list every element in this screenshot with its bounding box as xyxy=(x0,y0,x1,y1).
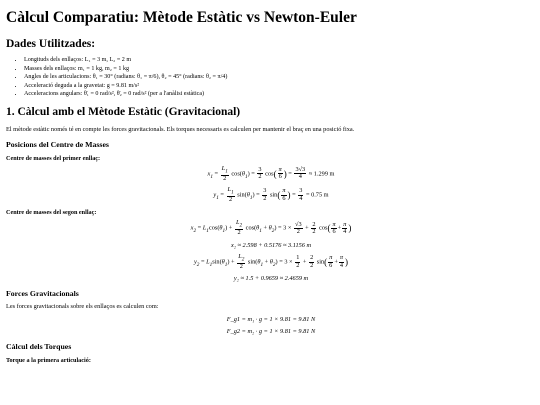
equation-fg2: F_g2 = m₂ · g = 1 × 9.81 = 9.81 N xyxy=(226,328,316,336)
link2-heading: Centre de masses del segon enllaç: xyxy=(6,209,97,217)
list-item: • Acceleració deguda a la gravetat: g = 9.81 m/s² xyxy=(24,83,536,90)
forces-intro: Les forces gravitacionals sobre els enllaços es calculen com: xyxy=(6,303,159,311)
equation-x1: $x_1$ = $\frac{L_1}{2}$ $\cos(\theta_1)$ = $\frac{3}{2}$ cos( $\frac{\pi}{6}$ ) = $\frac{3√3}{4}$ ≈ 1.299 m xyxy=(207,164,335,182)
page-title: Càlcul Comparatiu: Mètode Estàtic vs Newton-Euler xyxy=(6,9,357,26)
section1-intro: El mètode estàtic només té en compte les forces gravitacionals. Els torques necessaris es calculen per mantenir el braç en una posició fixa. xyxy=(6,125,355,133)
list-item: • Acceleracions angulars: θ̈₁ = 0 rad/s², θ̈₂ = 0 rad/s² (per a l'anàlisi estàtica) xyxy=(24,91,536,98)
list-item: • Masses dels enllaços: m₁ = 1 kg, m₂ = 1 kg xyxy=(24,66,536,73)
centers-heading: Posicions del Centre de Masses xyxy=(6,139,109,149)
list-item: • Angles de les articulacions: θ₁ = 30° (radians: θ₁ = π/6), θ₂ = 45° (radians: θ₂ = π/4) xyxy=(24,74,536,81)
torques-heading: Càlcul dels Torques xyxy=(6,342,72,352)
data-list xyxy=(6,57,536,98)
equation-y1: $y_1$ = $\frac{L_1}{2}$ $\sin(\theta_1)$ = $\frac{3}{2}$ sin( $\frac{\pi}{6}$ ) = $\frac{3}{4}$ = 0.75 m xyxy=(213,186,329,203)
x1-result: ≈ 1.299 m xyxy=(308,170,335,178)
list-item: • Longituds dels enllaços: L₁ = 3 m, L₂ = 2 m xyxy=(24,57,536,64)
data-section-heading: Dades Utilitzades: xyxy=(6,37,96,50)
torque1-heading: Torque a la primera articulació: xyxy=(6,357,91,365)
equation-x2-numeric: x₂ ≈ 2.598 + 0.5176 ≈ 3.1156 m xyxy=(230,241,312,249)
equation-y2: $y_2 = L_1\sin(\theta_1)$ + $\frac{L_2}{2}$ $\sin(\theta_1 + \theta_2) = 3$ × $\frac{1}{2}$ + $\frac{2}{2}$ sin( $\frac{\pi}{6}$ + $\frac{\pi}{4}$ ) xyxy=(193,252,349,270)
y1-result: = 0.75 m xyxy=(305,191,329,199)
equation-fg1: F_g1 = m₁ · g = 1 × 9.81 = 9.81 N xyxy=(226,316,316,324)
equation-x2: $x_2 = L_1\cos(\theta_1)$ + $\frac{L_2}{2}$ $\cos(\theta_1 + \theta_2) = 3$ × $\frac{√3}{2}$ + $\frac{2}{2}$ cos( $\frac{\pi}{6}$ + $\frac{\pi}{4}$ ) xyxy=(190,219,352,237)
link1-heading: Centre de masses del primer enllaç: xyxy=(6,154,101,162)
equation-y2-numeric: y₂ ≈ 1.5 + 0.9659 ≈ 2.4659 m xyxy=(233,275,309,283)
forces-heading: Forces Gravitacionals xyxy=(6,289,79,299)
section1-heading: 1. Càlcul amb el Mètode Estàtic (Gravitacional) xyxy=(6,105,241,118)
